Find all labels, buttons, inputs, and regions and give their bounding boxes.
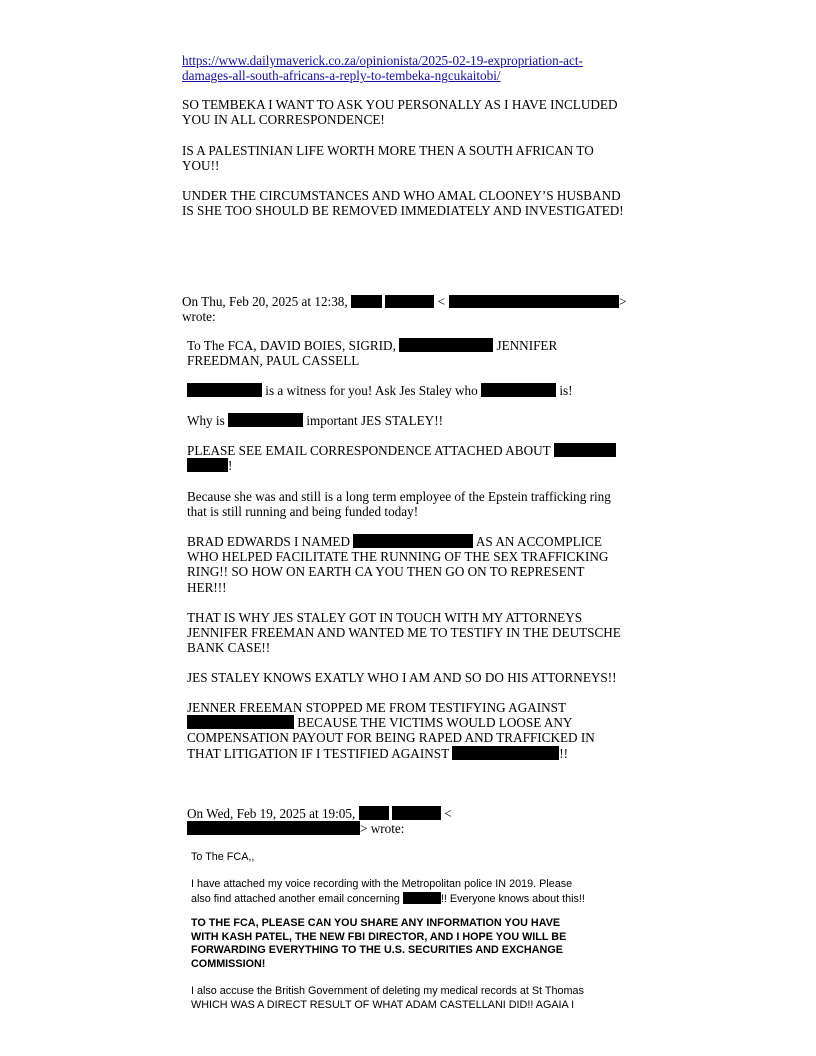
email1-because: Because she was and still is a long term employee of the Epstein trafficking ring that is still running and being funded today!: [187, 489, 611, 520]
redaction-box: [187, 715, 294, 729]
email1-that-is-why: THAT IS WHY JES STALEY GOT IN TOUCH WITH MY ATTORNEYS JENNIFER FREEMAN AND WANTED ME TO TESTIFY IN THE DEUTSCHE BANK CASE!!: [187, 610, 621, 656]
paragraph-tembeka: SO TEMBEKA I WANT TO ASK YOU PERSONALLY AS I HAVE INCLUDED YOU IN ALL CORRESPONDENCE!: [182, 97, 618, 128]
quote-header-1: On Thu, Feb 20, 2025 at 12:38, < > wrote:: [182, 294, 627, 325]
redaction-box: [351, 295, 382, 308]
quote-header-2: On Wed, Feb 19, 2025 at 19:05, < > wrote:: [187, 806, 452, 837]
email1-jes-staley: JES STALEY KNOWS EXATLY WHO I AM AND SO DO HIS ATTORNEYS!!: [187, 670, 617, 685]
redaction-box: [403, 892, 441, 904]
redaction-box: [187, 821, 360, 835]
email1-see-attached: PLEASE SEE EMAIL CORRESPONDENCE ATTACHED ABOUT !: [187, 443, 616, 473]
email1-brad: BRAD EDWARDS I NAMED AS AN ACCOMPLICE WHO HELPED FACILITATE THE RUNNING OF THE SEX TRAFFICKING RING!! SO HOW ON EARTH CA YOU THEN GO ON TO REPRESENT HER!!!: [187, 534, 609, 595]
redaction-box: [399, 338, 493, 352]
article-link[interactable]: [182, 53, 583, 83]
article-link-line-1[interactable]: https://www.dailymaverick.co.za/opinionista/2025-02-19-expropriation-act-: [182, 53, 583, 68]
email2-to: To The FCA,,: [191, 851, 255, 863]
redaction-box: [452, 746, 559, 760]
email2-attached: I have attached my voice recording with the Metropolitan police IN 2019. Please also find attached another email concerning !! Everyone knows about this!!: [191, 878, 585, 905]
redaction-box: [392, 806, 441, 820]
redaction-box: [187, 458, 228, 472]
email2-accuse: I also accuse the British Government of deleting my medical records at St Thomas WHICH WAS A DIRECT RESULT OF WHAT ADAM CASTELLANI DID!! AGAIA I: [191, 985, 584, 1011]
redaction-box: [449, 295, 619, 308]
redaction-box: [187, 383, 262, 397]
redaction-box: [228, 413, 303, 427]
paragraph-clooney: UNDER THE CIRCUMSTANCES AND WHO AMAL CLOONEY’S HUSBAND IS SHE TOO SHOULD BE REMOVED IMMEDIATELY AND INVESTIGATED!: [182, 188, 624, 219]
email2-bold-request: TO THE FCA, PLEASE CAN YOU SHARE ANY INFORMATION YOU HAVE WITH KASH PATEL, THE NEW FBI DIRECTOR, AND I HOPE YOU WILL BE FORWARDING EVERYTHING TO THE U.S. SECURITIES AND EXCHANGE COMMISSION!: [191, 917, 567, 970]
redaction-box: [481, 383, 556, 397]
redaction-box: [353, 534, 473, 548]
redaction-box: [359, 806, 389, 820]
paragraph-palestinian: IS A PALESTINIAN LIFE WORTH MORE THEN A SOUTH AFRICAN TO YOU!!: [182, 143, 594, 174]
email1-why: Why is important JES STALEY!!: [187, 413, 443, 428]
article-link-line-2[interactable]: damages-all-south-africans-a-reply-to-tembeka-ngcukaitobi/: [182, 68, 501, 84]
redaction-box: [385, 295, 434, 308]
email1-witness: is a witness for you! Ask Jes Staley who is!: [187, 383, 573, 398]
redaction-box: [554, 443, 616, 457]
email1-jenner: JENNER FREEMAN STOPPED ME FROM TESTIFYING AGAINST BECAUSE THE VICTIMS WOULD LOOSE ANY COMPENSATION PAYOUT FOR BEING RAPED AND TRAFFICKED IN THAT LITIGATION IF I TESTIFIED AGAINST !!: [187, 700, 595, 761]
email1-to: To The FCA, DAVID BOIES, SIGRID, JENNIFER FREEDMAN, PAUL CASSELL: [187, 338, 558, 369]
